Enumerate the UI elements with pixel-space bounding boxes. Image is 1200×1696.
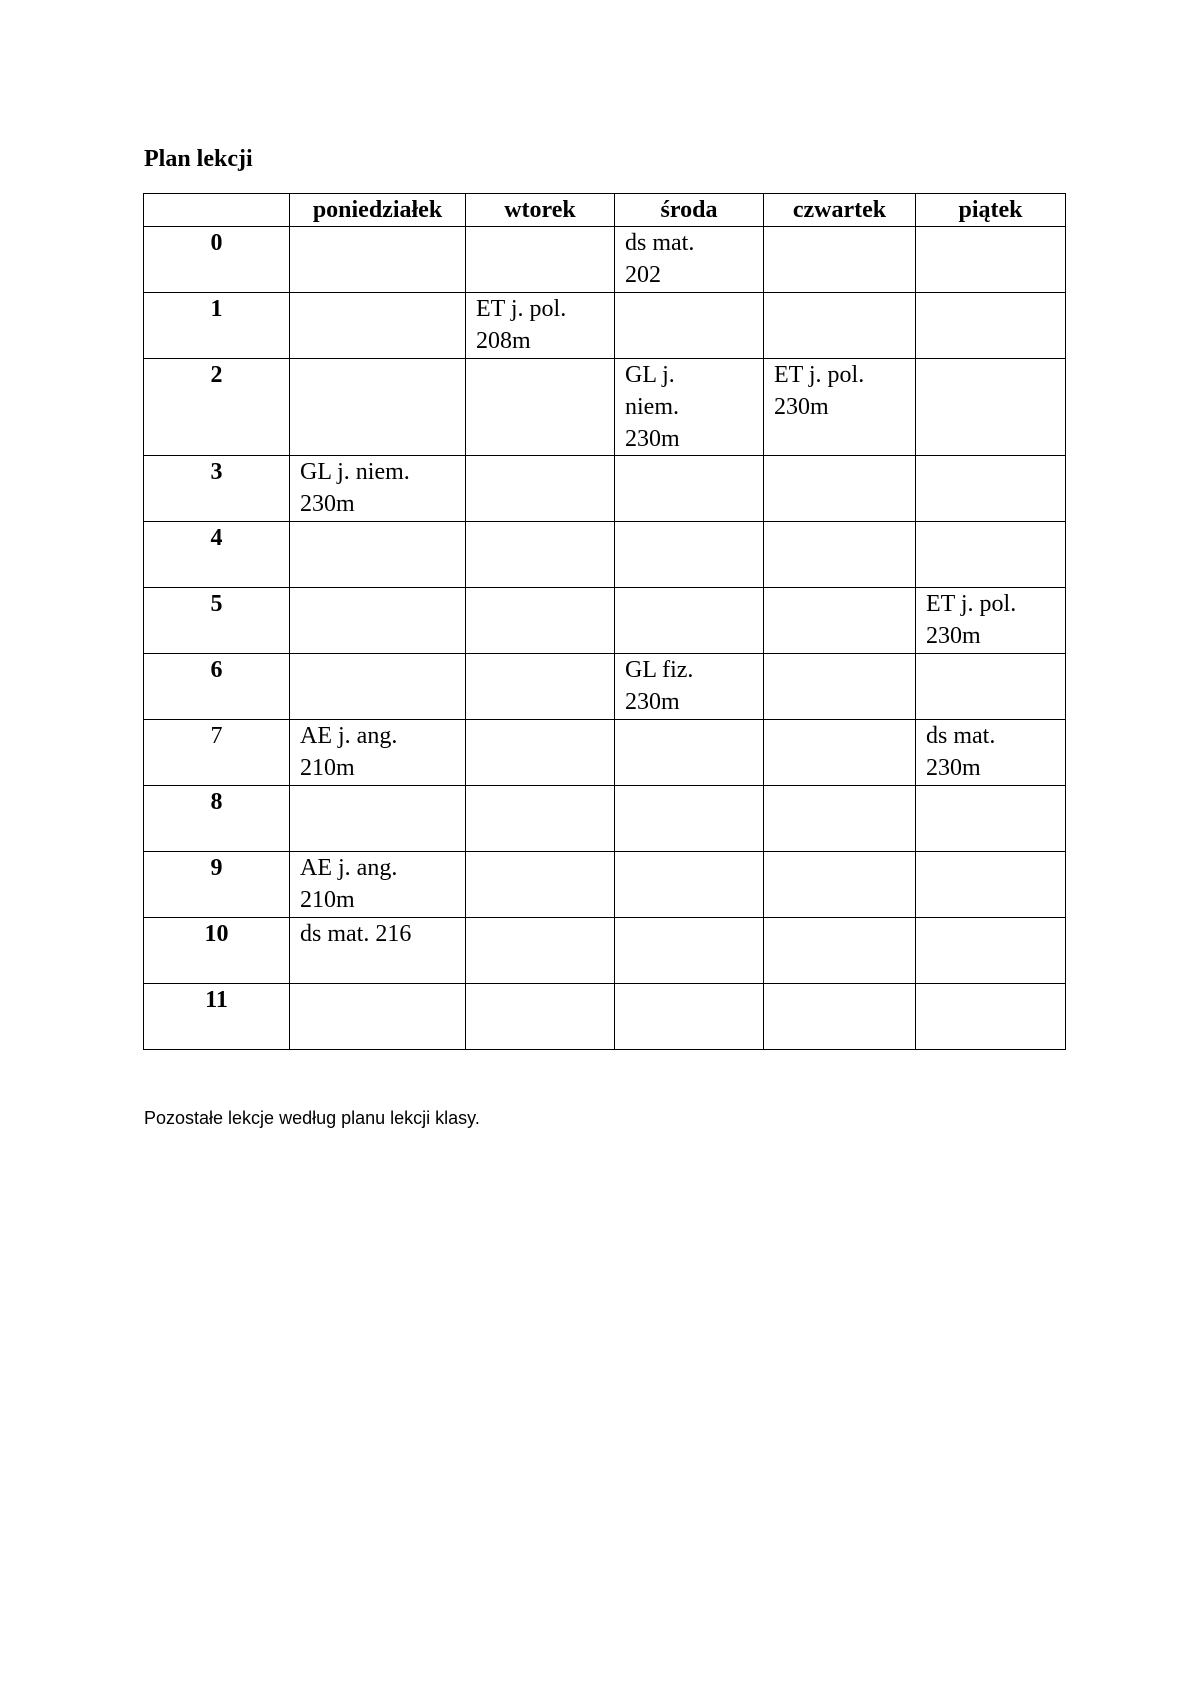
schedule-cell [916,984,1066,1050]
schedule-cell [615,293,764,359]
cell-text: GL j. niem. 230m [300,459,410,517]
schedule-cell [916,522,1066,588]
schedule-cell [290,984,466,1050]
schedule-cell [290,456,466,522]
schedule-body [144,227,1066,1050]
schedule-cell [916,227,1066,293]
schedule-cell [764,654,916,720]
schedule-cell [916,720,1066,786]
schedule-cell [916,786,1066,852]
schedule-cell [615,918,764,984]
footnote: Pozostałe lekcje według planu lekcji klasy. [144,1108,480,1128]
schedule-cell [764,359,916,456]
table-row [144,293,1066,359]
schedule-cell [466,227,615,293]
table-row [144,654,1066,720]
schedule-cell [615,786,764,852]
schedule-cell [290,654,466,720]
schedule-cell [466,359,615,456]
lesson-number: 2 [144,359,290,456]
schedule-cell [764,456,916,522]
table-row [144,852,1066,918]
schedule-cell [466,293,615,359]
schedule-cell [764,588,916,654]
schedule-cell [764,786,916,852]
cell-text: ET j. pol. 208m [476,296,567,354]
schedule-cell [466,522,615,588]
schedule-cell [764,227,916,293]
header-day-monday: poniedziałek [290,194,466,227]
lesson-number: 0 [144,227,290,293]
schedule-cell [764,984,916,1050]
lesson-number: 4 [144,522,290,588]
lesson-number: 1 [144,293,290,359]
cell-text: GL fiz. 230m [625,657,694,715]
schedule-cell [764,720,916,786]
schedule-cell [290,588,466,654]
table-row [144,522,1066,588]
schedule-cell [290,227,466,293]
schedule-cell [615,852,764,918]
schedule-cell [615,227,764,293]
lesson-number: 7 [144,720,290,786]
table-row [144,456,1066,522]
cell-text: ds mat. 216 [300,921,412,947]
schedule-cell [615,984,764,1050]
header-day-thursday: czwartek [764,194,916,227]
schedule-cell [916,293,1066,359]
lesson-number: 9 [144,852,290,918]
table-row [144,359,1066,456]
cell-text: ds mat. 230m [926,723,996,781]
header-corner [144,194,290,227]
schedule-cell [466,456,615,522]
schedule-cell [615,522,764,588]
schedule-header [144,194,1066,227]
schedule-cell [764,522,916,588]
schedule-cell [290,720,466,786]
schedule-cell [466,786,615,852]
schedule-cell [290,786,466,852]
schedule-cell [290,852,466,918]
schedule-cell [916,588,1066,654]
schedule-cell [466,720,615,786]
header-day-wednesday: środa [615,194,764,227]
lesson-number: 11 [144,984,290,1050]
cell-text: AE j. ang. 210m [300,723,398,781]
cell-text: ET j. pol. 230m [926,591,1017,649]
table-row [144,720,1066,786]
schedule-cell [290,293,466,359]
lesson-number: 8 [144,786,290,852]
lesson-number: 5 [144,588,290,654]
schedule-cell [916,456,1066,522]
cell-text: GL j. niem. 230m [625,362,680,452]
table-row [144,786,1066,852]
schedule-cell [466,984,615,1050]
cell-text: ET j. pol. 230m [774,362,865,420]
schedule-cell [466,852,615,918]
table-row [144,227,1066,293]
schedule-cell [916,918,1066,984]
schedule-cell [916,359,1066,456]
schedule-cell [615,456,764,522]
schedule-cell [615,720,764,786]
schedule-cell [466,588,615,654]
schedule-cell [290,918,466,984]
lesson-number: 10 [144,918,290,984]
table-row [144,588,1066,654]
header-day-friday: piątek [916,194,1066,227]
schedule-cell [615,654,764,720]
lesson-number: 3 [144,456,290,522]
header-row [144,194,1066,227]
table-row [144,984,1066,1050]
schedule-cell [290,359,466,456]
schedule-cell [916,852,1066,918]
schedule-cell [466,918,615,984]
cell-text: ds mat. 202 [625,230,695,288]
schedule-cell [466,654,615,720]
schedule-cell [615,359,764,456]
header-day-tuesday: wtorek [466,194,615,227]
schedule-cell [764,852,916,918]
schedule-cell [764,293,916,359]
schedule-cell [916,654,1066,720]
table-row [144,918,1066,984]
page-title: Plan lekcji [144,146,253,172]
lesson-number: 6 [144,654,290,720]
schedule-cell [290,522,466,588]
cell-text: AE j. ang. 210m [300,855,398,913]
schedule-cell [764,918,916,984]
schedule-cell [615,588,764,654]
schedule-table [143,193,1066,1050]
